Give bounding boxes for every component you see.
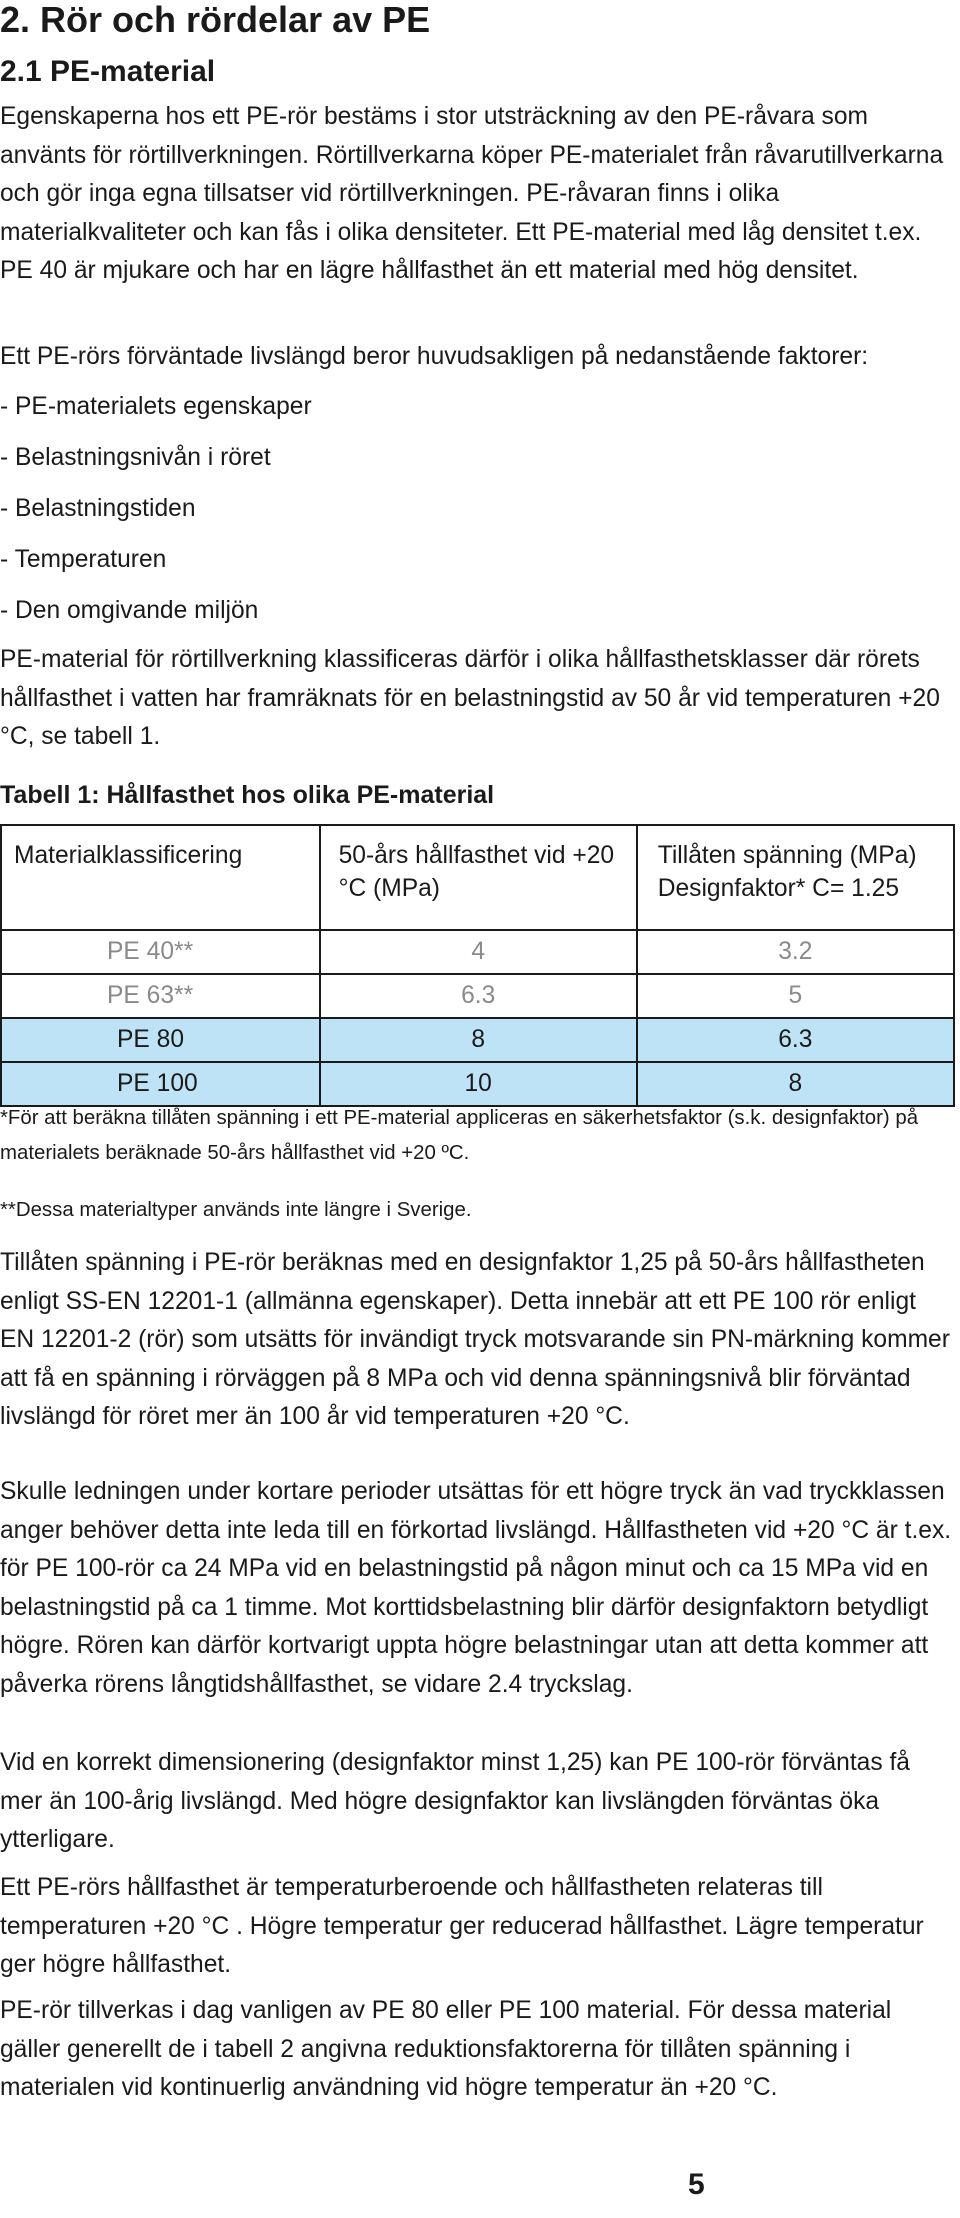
- page-number: 5: [688, 2168, 705, 2201]
- footnote-obsolete: **Dessa materialtyper används inte längre i Sverige.: [0, 1199, 472, 1221]
- header-strength: 50-års hållfasthet vid +20 °C (MPa): [320, 825, 637, 930]
- table-cell: 3.2: [637, 930, 954, 974]
- table-cell: 8: [637, 1062, 954, 1106]
- page-title: 2. Rör och rördelar av PE: [0, 0, 431, 40]
- list-item: - Belastningsnivån i röret: [0, 444, 271, 471]
- factors-intro: Ett PE-rörs förväntade livslängd beror huvudsakligen på nedanstående faktorer:: [0, 343, 869, 370]
- table-row: [1, 1018, 954, 1062]
- paragraph-temperature: Ett PE-rörs hållfasthet är temperaturberoende och hållfastheten relateras till temperaturen +20 °C . Högre temperatur ger reducerad hållfasthet. Lägre temperatur ger högre hållfasthet.: [0, 1874, 924, 1978]
- paragraph-reduction-factors: PE-rör tillverkas i dag vanligen av PE 80 eller PE 100 material. För dessa material gäller generellt de i tabell 2 angivna reduktionsfaktorerna för tillåten spänning i materialen vid kontinuerlig användning vid högre temperatur än +20 °C.: [0, 1997, 892, 2101]
- table-caption: Tabell 1: Hållfasthet hos olika PE-material: [0, 781, 495, 809]
- list-item: - PE-materialets egenskaper: [0, 393, 312, 420]
- table-row: [1, 974, 954, 1018]
- header-allowed-stress: Tillåten spänning (MPa) Designfaktor* C= 1.25: [637, 825, 954, 930]
- table-cell: PE 100: [1, 1062, 320, 1106]
- table-cell: 6.3: [320, 974, 637, 1018]
- paragraph-short-term-load: Skulle ledningen under kortare perioder utsättas för ett högre tryck än vad tryckklassen anger behöver detta inte leda till en förkortad livslängd. Hållfastheten vid +20 °C är t.ex. för PE 100-rör ca 24 MPa vid en belastningstid på någon minut och ca 15 MPa vid en belastningstid på ca 1 timme. Mot korttidsbelastning blir därför designfaktorn betydligt högre. Rören kan därför kortvarigt uppta högre belastningar utan att detta kommer att påverka rörens långtidshållfasthet, se vidare 2.4 tryckslag.: [0, 1478, 952, 1698]
- classification-paragraph: PE-material för rörtillverkning klassificeras därför i olika hållfasthetsklasser där rörets hållfasthet i vatten har framräknats för en belastningstid av 50 år vid temperaturen +20 °C, se tabell 1.: [0, 646, 940, 750]
- table-cell: PE 63**: [1, 974, 320, 1018]
- header-classification: Materialklassificering: [1, 825, 320, 930]
- table-cell: 8: [320, 1018, 637, 1062]
- table-cell: 10: [320, 1062, 637, 1106]
- intro-paragraph: Egenskaperna hos ett PE-rör bestäms i stor utsträckning av den PE-råvara som använts för rörtillverkningen. Rörtillverkarna köper PE-materialet från råvarutillverkarna och gör inga egna tillsatser vid rörtillverkningen. PE-råvaran finns i olika materialkvaliteter och kan fås i olika densiteter. Ett PE-material med låg densitet t.ex. PE 40 är mjukare och har en lägre hållfasthet än ett material med hög densitet.: [0, 103, 944, 284]
- strength-table: [0, 824, 955, 1107]
- table-header-row: [1, 825, 954, 930]
- table-cell: PE 40**: [1, 930, 320, 974]
- table-cell: 6.3: [637, 1018, 954, 1062]
- list-item: - Temperaturen: [0, 546, 167, 573]
- table-cell: PE 80: [1, 1018, 320, 1062]
- table-cell: 4: [320, 930, 637, 974]
- list-item: - Den omgivande miljön: [0, 597, 259, 624]
- section-heading: 2.1 PE-material: [0, 55, 216, 88]
- paragraph-allowed-stress: Tillåten spänning i PE-rör beräknas med en designfaktor 1,25 på 50-års hållfastheten enligt SS-EN 12201-1 (allmänna egenskaper). Detta innebär att ett PE 100 rör enligt EN 12201-2 (rör) som utsätts för invändigt tryck motsvarande sin PN-märkning kommer att få en spänning i rörväggen på 8 MPa och vid denna spänningsnivå blir förväntad livslängd för röret mer än 100 år vid temperaturen +20 °C.: [0, 1249, 950, 1430]
- list-item: - Belastningstiden: [0, 495, 196, 522]
- paragraph-dimensioning: Vid en korrekt dimensionering (designfaktor minst 1,25) kan PE 100-rör förväntas få mer än 100-årig livslängd. Med högre designfaktor kan livslängden förväntas öka ytterligare.: [0, 1749, 910, 1853]
- footnote-design-factor: *För att beräkna tillåten spänning i ett PE-material appliceras en säkerhetsfaktor (s.k. designfaktor) på materialets beräknade 50-års hållfasthet vid +20 ºC.: [0, 1107, 919, 1164]
- table-row: [1, 930, 954, 974]
- table-row: [1, 1062, 954, 1106]
- table-cell: 5: [637, 974, 954, 1018]
